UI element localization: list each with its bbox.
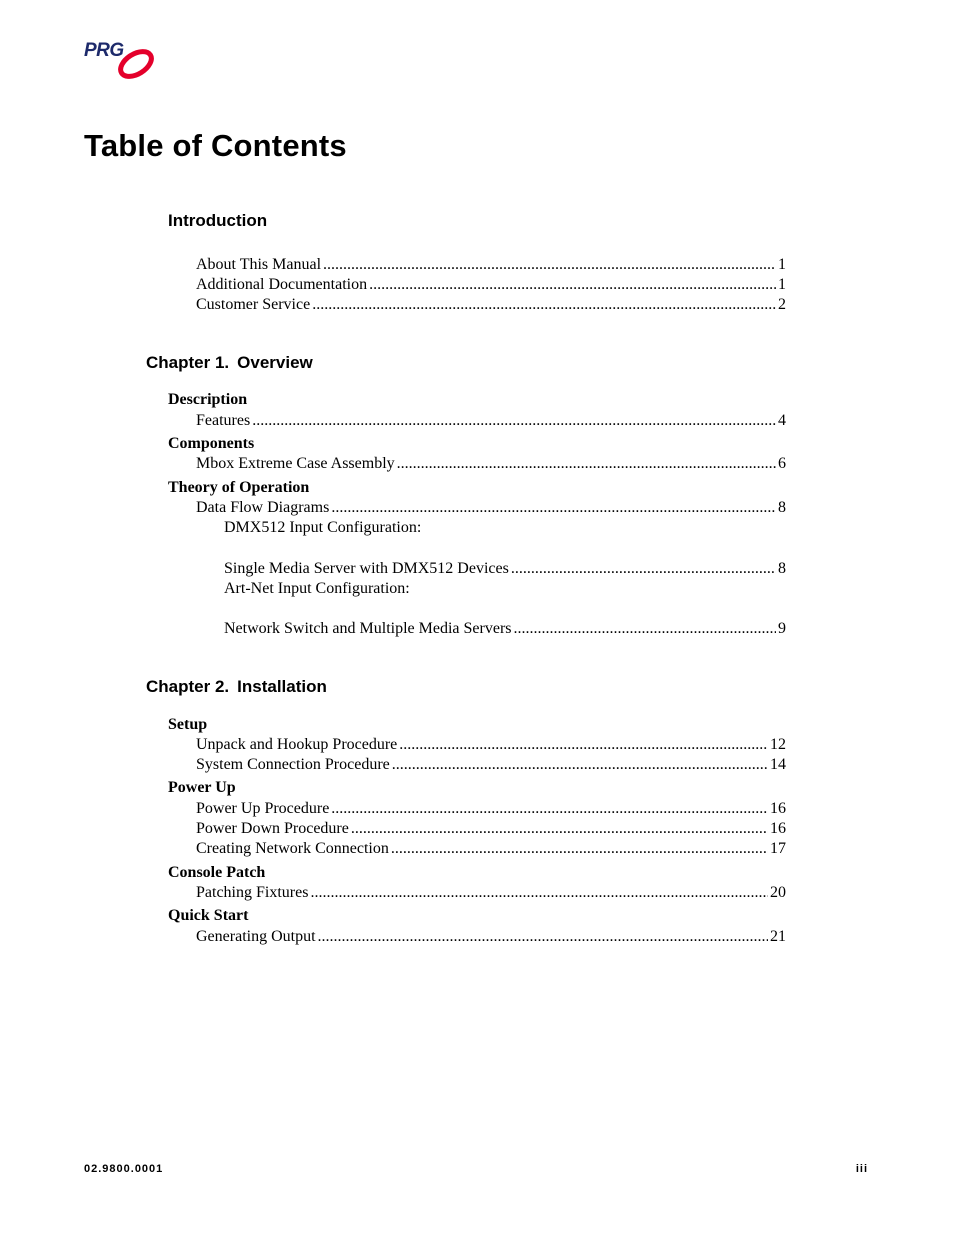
logo-swoosh-icon bbox=[114, 46, 158, 82]
introduction-heading: Introduction bbox=[168, 211, 268, 230]
logo-text: PRG bbox=[84, 40, 124, 61]
toc-entry-page: 14 bbox=[770, 756, 786, 773]
toc-entry-additional-documentation[interactable] bbox=[196, 275, 786, 295]
toc-entry-page: 16 bbox=[770, 820, 786, 837]
toc-entry-label: Additional Documentation bbox=[196, 276, 368, 293]
toc-entry-data-flow[interactable] bbox=[196, 498, 786, 518]
toc-entry-power-down-procedure[interactable] bbox=[196, 819, 786, 839]
toc-entry-label: Customer Service bbox=[196, 296, 311, 313]
toc-entry-page: 8 bbox=[778, 499, 786, 516]
toc-entry-label: About This Manual bbox=[196, 256, 322, 273]
toc-entry-page: 12 bbox=[770, 736, 786, 753]
toc-entry-label: Mbox Extreme Case Assembly bbox=[196, 455, 395, 472]
toc-entry-single-media-server[interactable] bbox=[224, 559, 786, 579]
toc-entry-label: Power Down Procedure bbox=[196, 820, 349, 837]
chapter-2-heading bbox=[146, 677, 327, 697]
leader-dots bbox=[312, 295, 776, 315]
toc-entry-page: 8 bbox=[778, 560, 786, 577]
page-title: Table of Contents bbox=[84, 128, 347, 163]
toc-entry-label: Data Flow Diagrams bbox=[196, 499, 330, 516]
section-quick-start: Quick Start bbox=[168, 907, 249, 924]
toc-entry-label: Creating Network Connection bbox=[196, 840, 389, 857]
artnet-config-label: Art-Net Input Configuration: bbox=[224, 580, 410, 597]
leader-dots bbox=[514, 619, 777, 639]
toc-entry-page: 21 bbox=[770, 928, 786, 945]
chapter-number: Chapter 2. bbox=[146, 677, 230, 696]
leader-dots bbox=[252, 411, 776, 431]
toc-entry-page: 1 bbox=[778, 256, 786, 273]
toc-entry-about-manual[interactable] bbox=[196, 255, 786, 275]
toc-entry-page: 4 bbox=[778, 412, 786, 429]
toc-entry-label: Single Media Server with DMX512 Devices bbox=[224, 560, 509, 577]
toc-entry-page: 20 bbox=[770, 884, 786, 901]
toc-entry-page: 17 bbox=[770, 840, 786, 857]
toc-entry-network-switch[interactable] bbox=[224, 619, 786, 639]
leader-dots bbox=[397, 454, 776, 474]
toc-entry-label: Generating Output bbox=[196, 928, 316, 945]
toc-entry-page: 9 bbox=[778, 620, 786, 637]
toc-entry-system-connection[interactable] bbox=[196, 755, 786, 775]
toc-entry-generating-output[interactable] bbox=[196, 927, 786, 947]
toc-entry-page: 6 bbox=[778, 455, 786, 472]
section-description: Description bbox=[168, 391, 248, 408]
section-setup: Setup bbox=[168, 716, 208, 733]
leader-dots bbox=[310, 883, 768, 903]
section-console-patch: Console Patch bbox=[168, 864, 266, 881]
toc-entry-label: System Connection Procedure bbox=[196, 756, 390, 773]
leader-dots bbox=[399, 735, 768, 755]
chapter-1-heading bbox=[146, 353, 313, 373]
toc-entry-patching-fixtures[interactable] bbox=[196, 883, 786, 903]
toc-entry-power-up-procedure[interactable] bbox=[196, 799, 786, 819]
toc-entry-label: Unpack and Hookup Procedure bbox=[196, 736, 398, 753]
toc-entry-label: Power Up Procedure bbox=[196, 800, 330, 817]
dmx-config-label: DMX512 Input Configuration: bbox=[224, 519, 422, 536]
leader-dots bbox=[331, 498, 776, 518]
section-power-up: Power Up bbox=[168, 779, 236, 796]
toc-entry-mbox-case[interactable] bbox=[196, 454, 786, 474]
toc-entry-unpack-hookup[interactable] bbox=[196, 735, 786, 755]
leader-dots bbox=[351, 819, 768, 839]
prg-logo bbox=[84, 40, 160, 84]
toc-entry-page: 2 bbox=[778, 296, 786, 313]
leader-dots bbox=[511, 559, 776, 579]
toc-entry-customer-service[interactable] bbox=[196, 295, 786, 315]
section-components: Components bbox=[168, 435, 255, 452]
toc-entry-page: 1 bbox=[778, 276, 786, 293]
leader-dots bbox=[323, 255, 776, 275]
leader-dots bbox=[369, 275, 776, 295]
toc-entry-label: Network Switch and Multiple Media Servers bbox=[224, 620, 512, 637]
toc-entry-features[interactable] bbox=[196, 411, 786, 431]
section-theory-of-operation: Theory of Operation bbox=[168, 479, 310, 496]
leader-dots bbox=[331, 799, 768, 819]
chapter-title: Installation bbox=[237, 677, 327, 696]
toc-entry-page: 16 bbox=[770, 800, 786, 817]
leader-dots bbox=[391, 839, 768, 859]
chapter-number: Chapter 1. bbox=[146, 353, 230, 372]
toc-entry-network-connection[interactable] bbox=[196, 839, 786, 859]
toc-entry-label: Patching Fixtures bbox=[196, 884, 309, 901]
toc-entry-label: Features bbox=[196, 412, 251, 429]
leader-dots bbox=[392, 755, 768, 775]
footer-page-number: iii bbox=[855, 1163, 868, 1175]
leader-dots bbox=[318, 927, 768, 947]
chapter-title: Overview bbox=[237, 353, 313, 372]
footer-doc-number: 02.9800.0001 bbox=[84, 1163, 164, 1175]
